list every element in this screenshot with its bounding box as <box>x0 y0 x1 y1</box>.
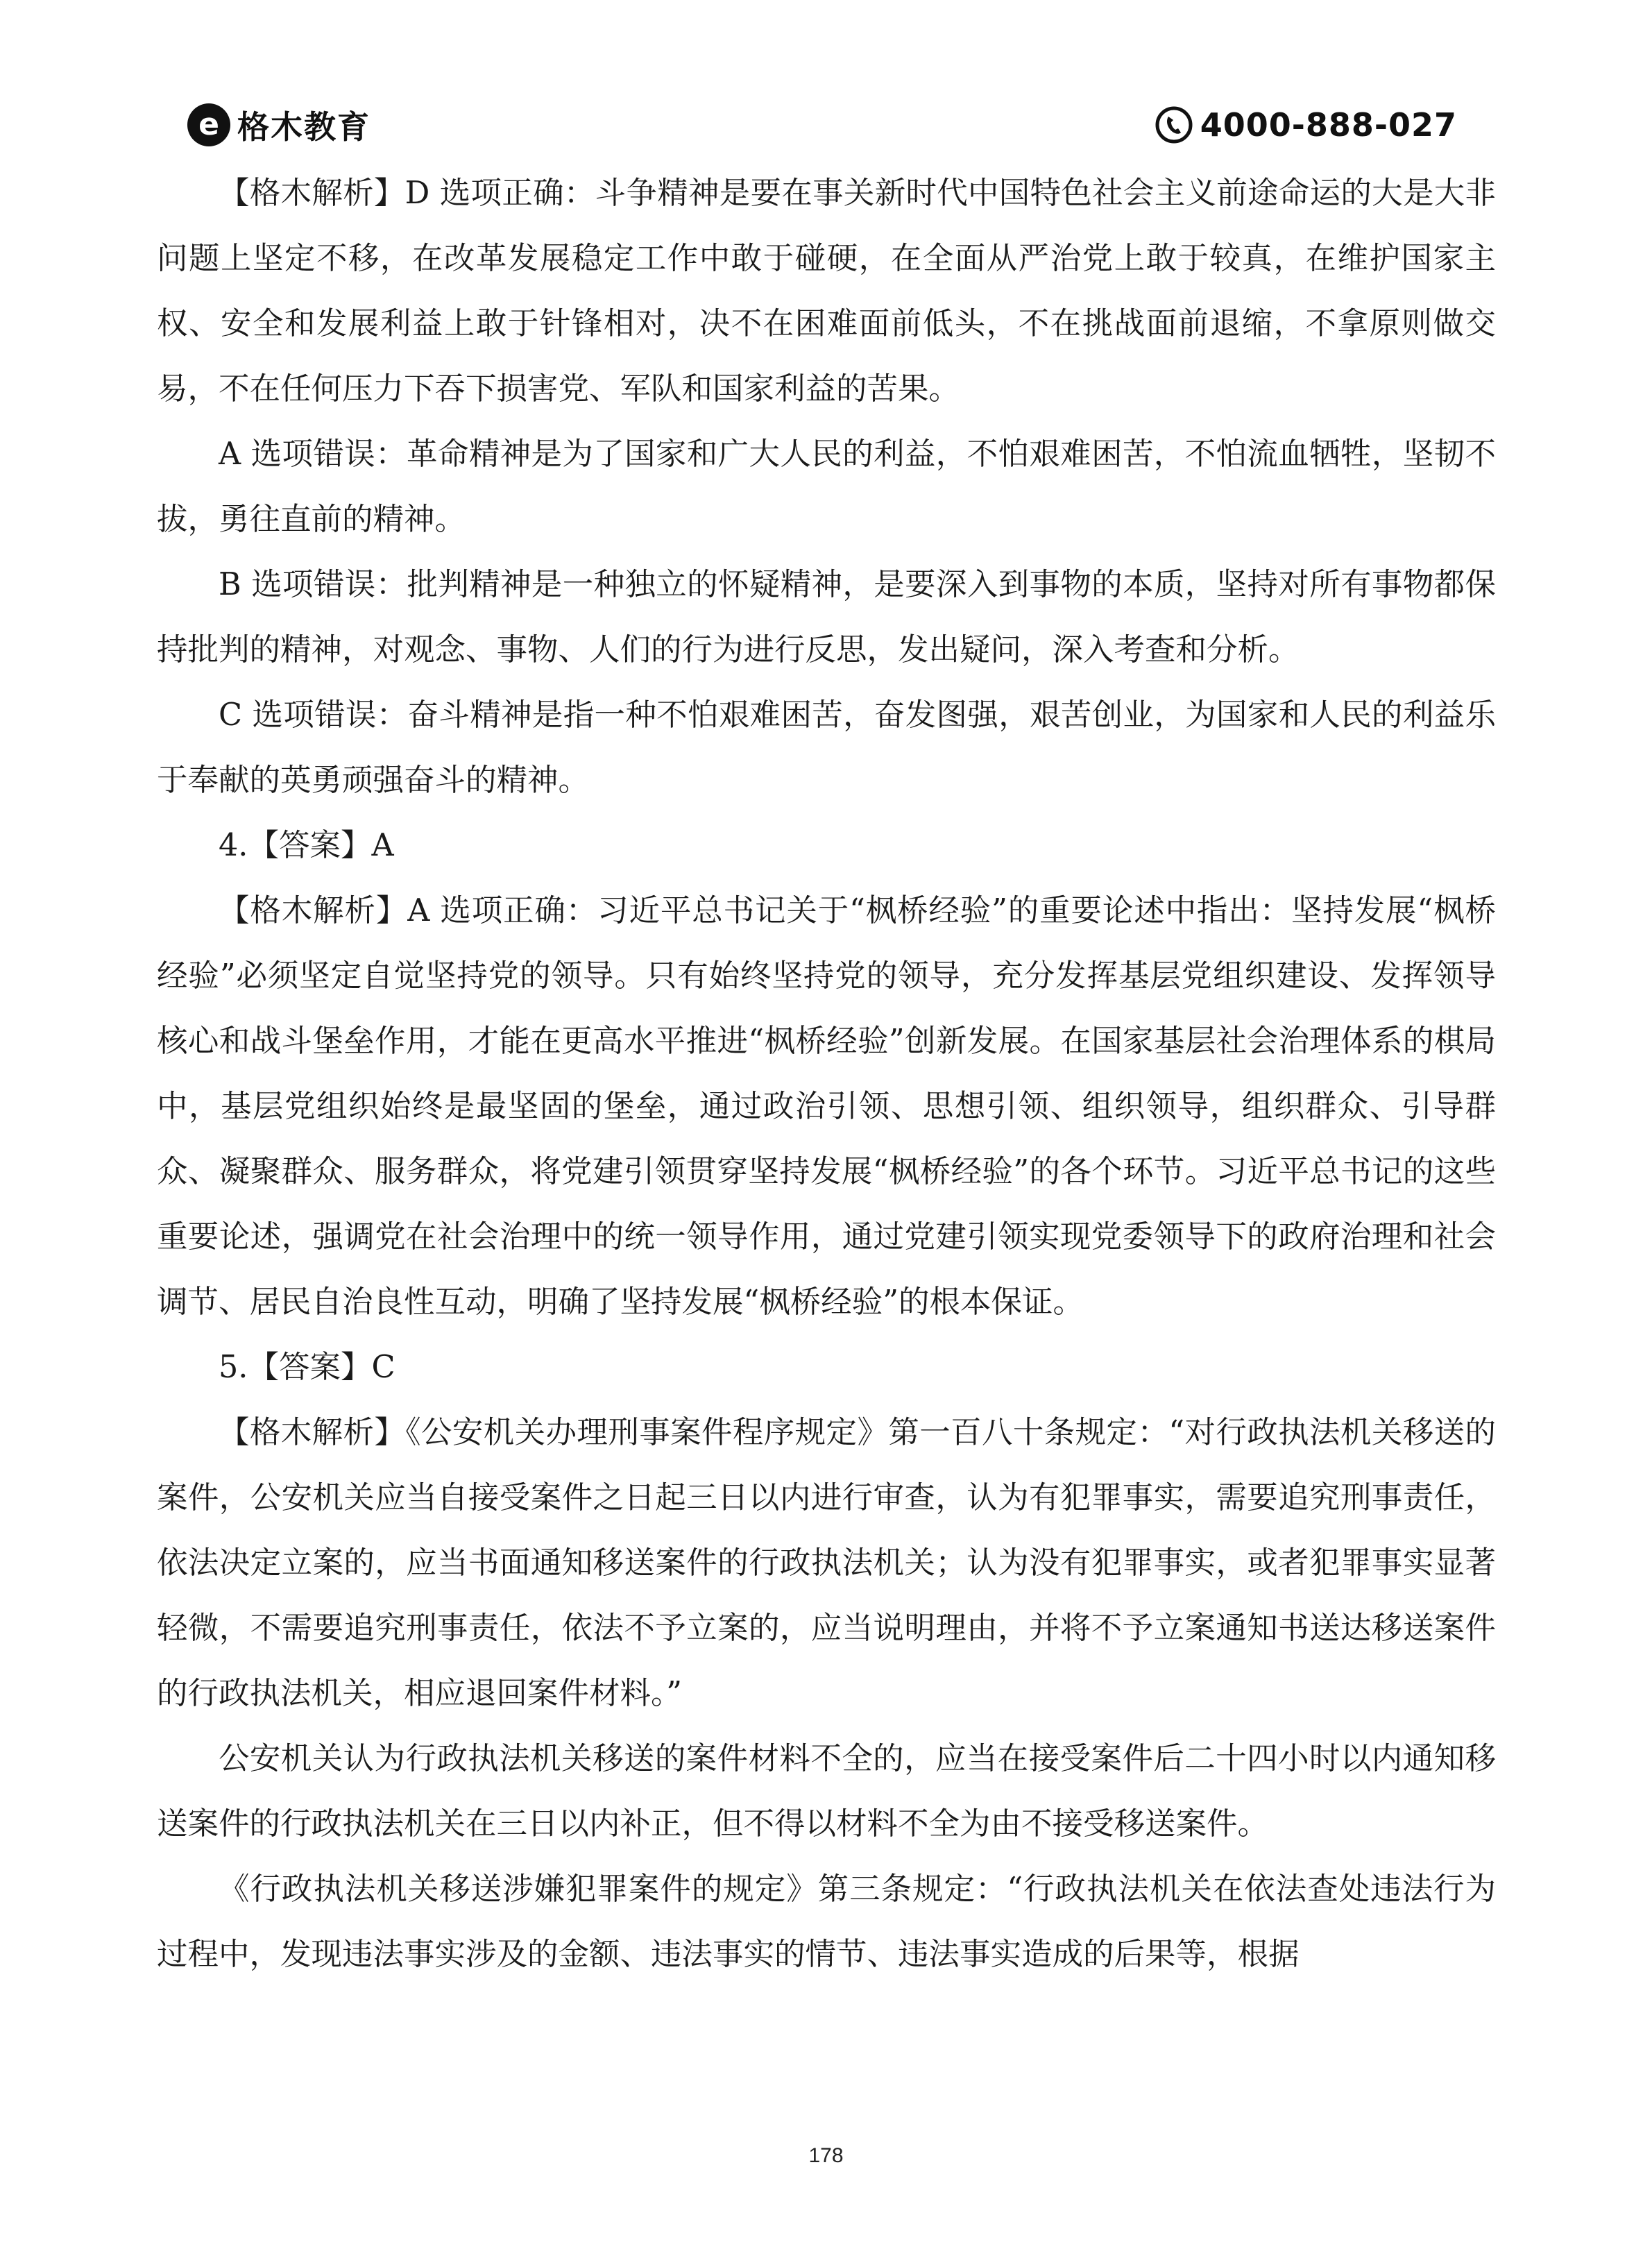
answer-explanations <box>157 161 1496 1987</box>
phone-handset-icon <box>1155 105 1193 144</box>
paragraph-materials-incomplete: 公安机关认为行政执法机关移送的案件材料不全的，应当在接受案件后二十四小时以内通知移送案件的行政执法机关在三日以内补正，但不得以材料不全为由不接受移送案件。 <box>157 1741 1496 1842</box>
answer-5-heading: 5.【答案】C <box>219 1350 395 1385</box>
page-header <box>187 96 1457 154</box>
paragraph-c-wrong: C 选项错误：奋斗精神是指一种不怕艰难困苦，奋发图强，艰苦创业，为国家和人民的利益乐于奉献的英勇顽强奋斗的精神。 <box>157 697 1496 798</box>
logo-e-icon: e <box>187 103 230 146</box>
answer-4-heading: 4.【答案】A <box>219 828 394 863</box>
brand-logo <box>187 96 371 154</box>
paragraph-regulation-article-3: 《行政执法机关移送涉嫌犯罪案件的规定》第三条规定：“行政执法机关在依法查处违法行为过程中，发现违法事实涉及的金额、违法事实的情节、违法事实造成的后果等，根据 <box>157 1871 1496 1972</box>
paragraph-b-wrong: B 选项错误：批判精神是一种独立的怀疑精神，是要深入到事物的本质，坚持对所有事物都保持批判的精神，对观念、事物、人们的行为进行反思，发出疑问，深入考查和分析。 <box>157 567 1496 668</box>
logo-text: 格木教育 <box>237 108 371 146</box>
paragraph-answer-4-analysis: 【格木解析】A 选项正确：习近平总书记关于“枫桥经验”的重要论述中指出：坚持发展“枫桥经验”必须坚定自觉坚持党的领导。只有始终坚持党的领导，充分发挥基层党组织建设、发挥领导核心和战斗堡垒作用，才能在更高水平推进“枫桥经验”创新发展。在国家基层社会治理体系的棋局中，基层党组织始终是最坚固的堡垒，通过政治引领、思想引领、组织领导，组织群众、引导群众、凝聚群众、服务群众，将党建引领贯穿坚持发展“枫桥经验”的各个环节。习近平总书记的这些重要论述，强调党在社会治理中的统一领导作用，通过党建引领实现党委领导下的政府治理和社会调节、居民自治良性互动，明确了坚持发展“枫桥经验”的根本保证。 <box>157 893 1496 1320</box>
paragraph-answer-5-analysis: 【格木解析】《公安机关办理刑事案件程序规定》第一百八十条规定：“对行政执法机关移送的案件，公安机关应当自接受案件之日起三日以内进行审查，认为有犯罪事实，需要追究刑事责任，依法决定立案的，应当书面通知移送案件的行政执法机关；认为没有犯罪事实，或者犯罪事实显著轻微，不需要追究刑事责任，依法不予立案的，应当说明理由，并将不予立案通知书送达移送案件的行政执法机关，相应退回案件材料。” <box>157 1415 1496 1711</box>
contact-phone <box>1155 96 1457 154</box>
page-number: 178 <box>808 2144 844 2167</box>
paragraph-a-wrong: A 选项错误：革命精神是为了国家和广大人民的利益，不怕艰难困苦，不怕流血牺牲，坚韧不拔，勇往直前的精神。 <box>157 436 1496 537</box>
paragraph-d-correct: 【格木解析】D 选项正确：斗争精神是要在事关新时代中国特色社会主义前途命运的大是大非问题上坚定不移，在改革发展稳定工作中敢于碰硬，在全面从严治党上敢于较真，在维护国家主权、安全和发展利益上敢于针锋相对，决不在困难面前低头，不在挑战面前退缩，不拿原则做交易，不在任何压力下吞下损害党、军队和国家利益的苦果。 <box>157 176 1496 407</box>
phone-number: 4000-888-027 <box>1200 106 1457 144</box>
